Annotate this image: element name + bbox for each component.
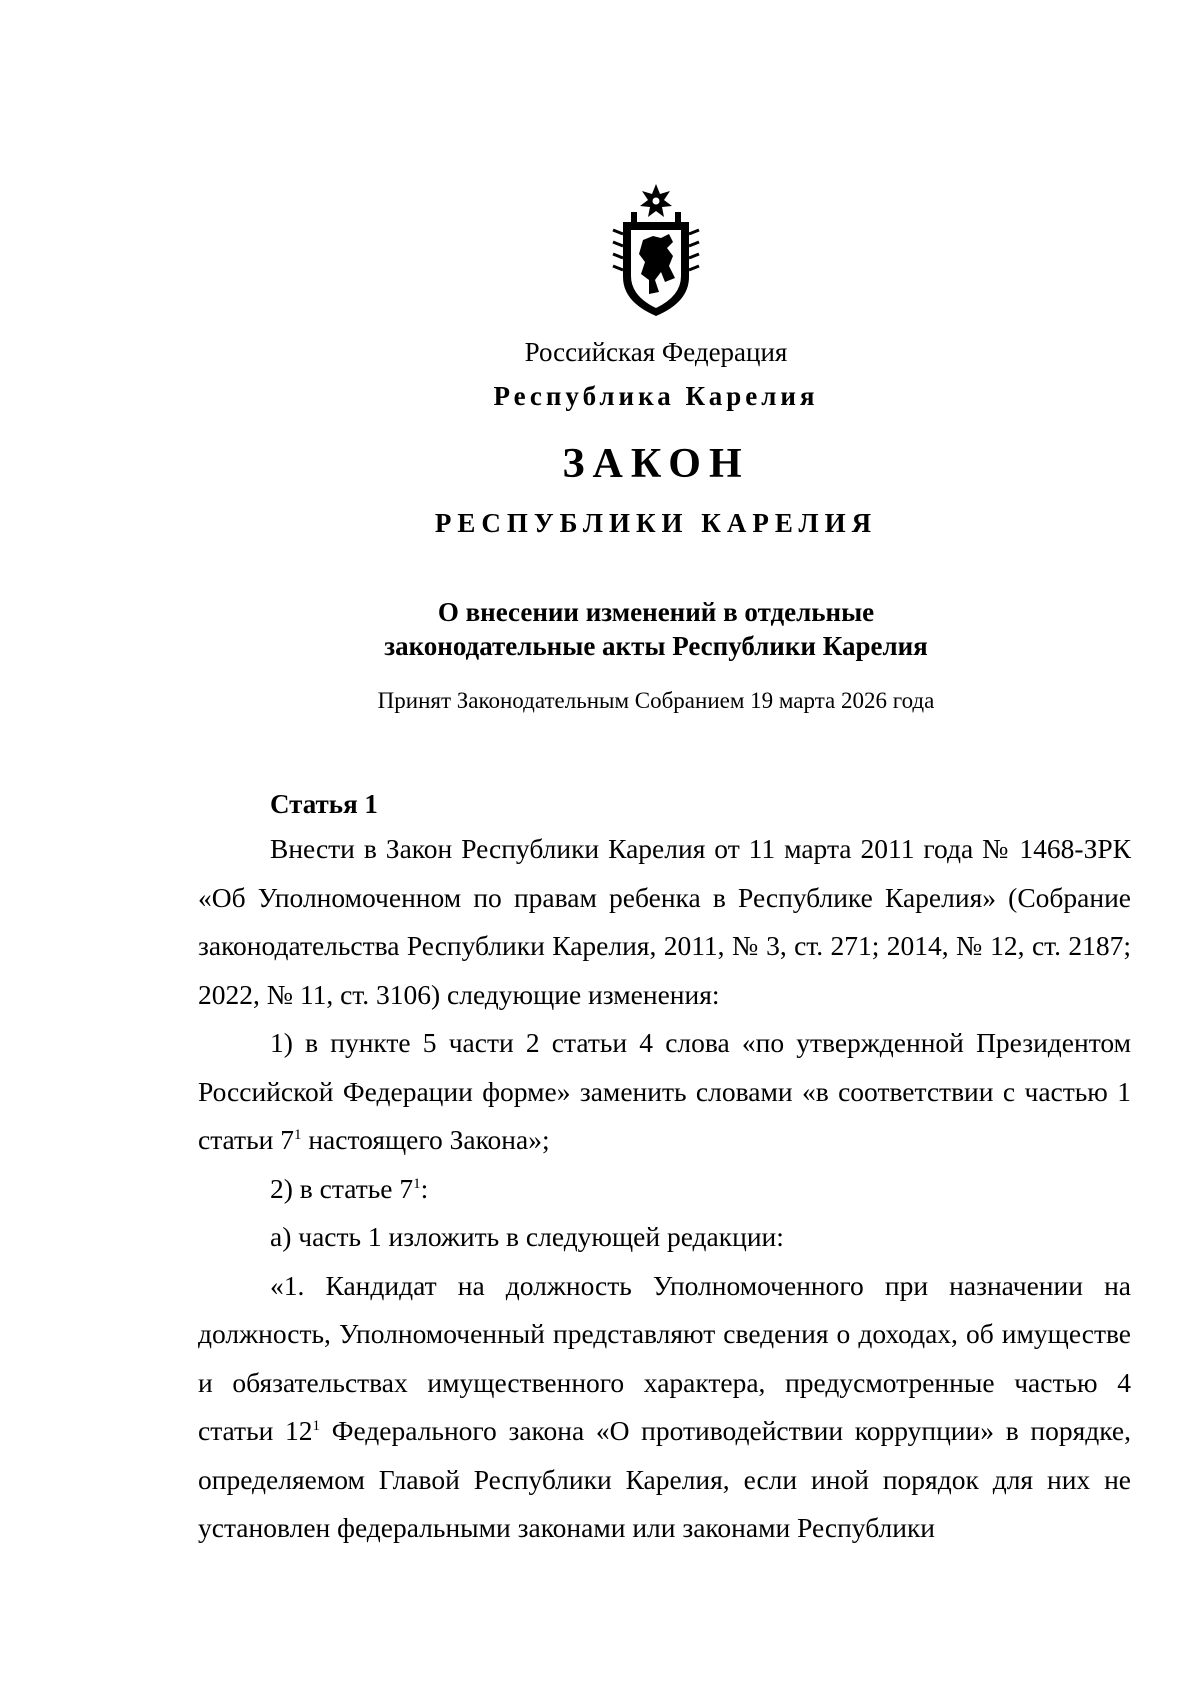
- law-title-line-2: законодательные акты Республики Карелия: [384, 631, 928, 661]
- paragraph-5: «1. Кандидат на должность Уполномоченного при назначении на должность, Уполномоченный представляют сведения о доходах, об имуществе и обязательствах имущественного характера, предусмотренные частью 4 статьи $12^1$ Федерального закона «О противодействии коррупции» в порядке, определяемом Главой Республики Карелия, если иной порядок для них не установлен федеральными законами или законами Республики: [198, 1269, 1131, 1543]
- article-body: [198, 825, 1131, 1553]
- law-title: [0, 595, 1200, 663]
- article-heading: Статья 1: [270, 789, 378, 819]
- paragraph-1: Внести в Закон Республики Карелия от 11 марта 2011 года № 1468-ЗРК «Об Уполномоченном по правам ребенка в Республике Карелия» (Собрание законодательства Республики Карелия, 2011, № 3, ст. 271; 2014, № 12, ст. 2187; 2022, № 11, ст. 3106) следующие изменения:: [198, 833, 1131, 1010]
- republic-heading: Республика Карелия: [493, 381, 819, 411]
- paragraph-4: а) часть 1 изложить в следующей редакции:: [270, 1221, 784, 1252]
- federation-heading: Российская Федерация: [524, 337, 788, 367]
- adoption-date: Принят Законодательным Собранием 19 марта 2026 года: [377, 688, 935, 713]
- karelia-coat-of-arms-emblem: [609, 182, 703, 318]
- paragraph-2: 1) в пункте 5 части 2 статьи 4 слова «по утвержденной Президентом Российской Федерации форме» заменить словами «в соответствии с частью 1 статьи $7^1$ настоящего Закона»;: [198, 1027, 1131, 1155]
- paragraph-3: 2) в статье $7^1$:: [270, 1172, 429, 1204]
- law-subheading: РЕСПУБЛИКИ КАРЕЛИЯ: [434, 508, 878, 538]
- law-title-line-1: О внесении изменений в отдельные: [437, 597, 875, 627]
- law-heading: ЗАКОН: [562, 441, 750, 487]
